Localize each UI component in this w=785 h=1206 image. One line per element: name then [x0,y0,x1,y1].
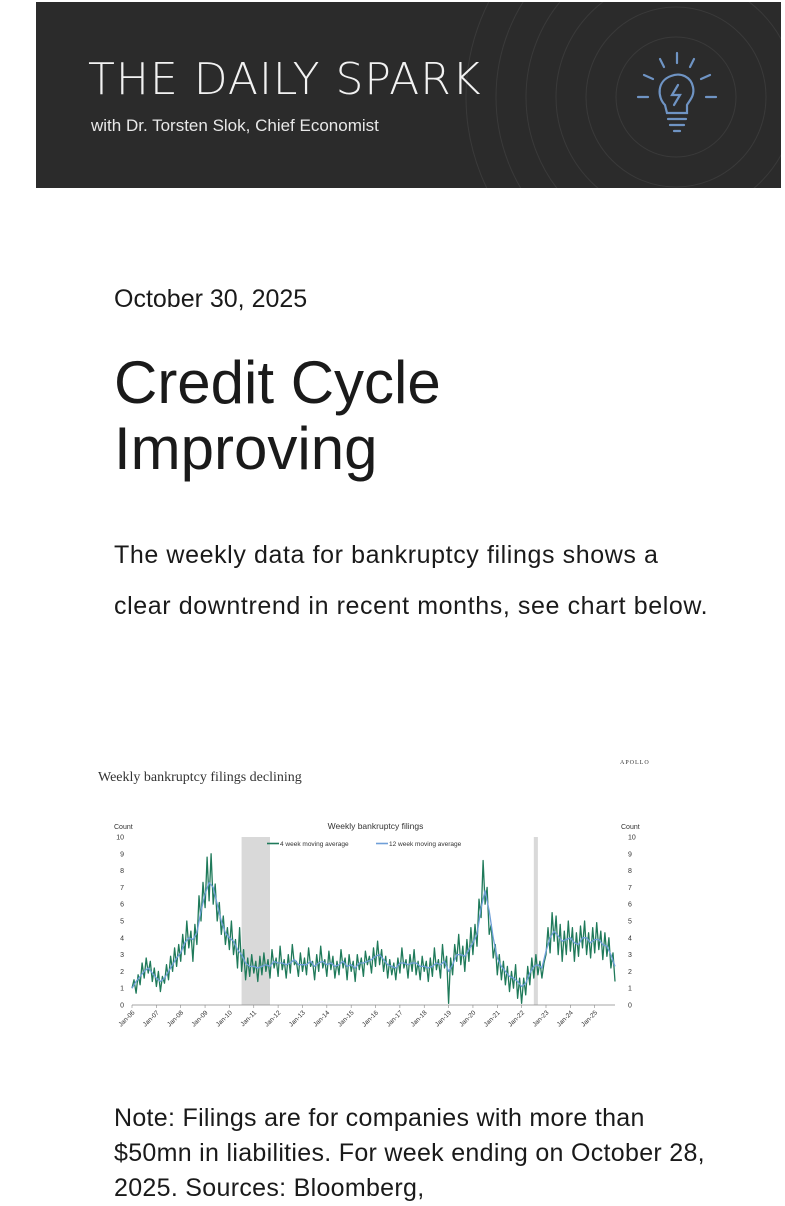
x-tick-label: Jan-17 [385,1009,405,1029]
y-tick-label-right: 1 [628,985,632,993]
x-tick-label: Jan-10 [214,1009,234,1029]
x-tick-label: Jan-20 [458,1009,478,1029]
apollo-logo: APOLLO [620,760,650,766]
x-tick-label: Jan-15 [336,1009,356,1029]
y-tick-label-right: 7 [628,884,632,892]
x-tick-label: Jan-24 [555,1009,575,1029]
legend-label: 4 week moving average [280,841,349,848]
y-tick-label-right: 5 [628,918,632,926]
y-tick-label-left: 1 [120,985,124,993]
bankruptcy-chart [95,750,655,1050]
x-tick-label: Jan-16 [360,1009,380,1029]
recession-shading [534,837,538,1005]
y-tick-label-left: 0 [120,1002,124,1010]
x-tick-label: Jan-19 [433,1009,454,1029]
chart-heading: Weekly bankruptcy filings declining [98,770,302,785]
newsletter-banner [36,2,781,188]
y-tick-label-left: 4 [120,935,124,943]
y-tick-label-left: 10 [116,834,124,842]
y-tick-label-right: 9 [628,851,632,859]
y-tick-label-right: 3 [628,952,632,960]
y-tick-label-left: 3 [120,952,124,960]
x-tick-label: Jan-12 [263,1009,283,1029]
y-tick-label-right: 8 [628,868,632,876]
article-body: The weekly data for bankruptcy filings shows a clear downtrend in recent months, see chart below. [114,541,709,620]
y-tick-label-right: 2 [628,968,632,976]
legend-label: 12 week moving average [389,841,462,848]
article-date: October 30, 2025 [114,285,308,313]
chart-figure [95,750,655,1050]
y-tick-label-left: 5 [120,918,124,926]
y-axis-label-right: Count [621,824,640,831]
x-tick-label: Jan-11 [239,1009,259,1029]
x-tick-label: Jan-14 [312,1009,332,1029]
banner-title: THE DAILY SPARK [88,54,482,105]
x-tick-label: Jan-25 [580,1009,600,1029]
y-tick-label-left: 7 [120,884,124,892]
y-tick-label-right: 10 [628,834,636,842]
x-tick-label: Jan-13 [287,1009,307,1029]
y-axis-label-left: Count [114,824,133,831]
y-tick-label-right: 6 [628,901,632,909]
y-tick-label-left: 6 [120,901,124,909]
chart-source-note: Note: Filings are for companies with more than $50mn in liabilities. For week ending on October 28, 2025. Sources: Bloomberg, [114,1104,705,1202]
article-headline: Credit Cycle Improving [114,349,441,482]
y-tick-label-left: 9 [120,851,124,859]
lightbulb-icon [626,47,726,147]
banner-subtitle: with Dr. Torsten Slok, Chief Economist [91,116,379,135]
y-tick-label-left: 8 [120,868,124,876]
x-tick-label: Jan-07 [141,1009,161,1029]
x-tick-label: Jan-21 [482,1009,502,1029]
y-tick-label-left: 2 [120,968,124,976]
x-tick-label: Jan-09 [190,1009,210,1029]
x-tick-label: Jan-08 [166,1009,186,1029]
chart-title: Weekly bankruptcy filings [327,821,424,831]
y-tick-label-right: 4 [628,935,632,943]
x-tick-label: Jan-22 [507,1009,527,1029]
x-tick-label: Jan-23 [531,1009,551,1029]
x-tick-label: Jan-06 [117,1009,137,1029]
y-tick-label-right: 0 [628,1002,632,1010]
x-tick-label: Jan-18 [409,1009,429,1029]
series-line [132,854,615,1004]
